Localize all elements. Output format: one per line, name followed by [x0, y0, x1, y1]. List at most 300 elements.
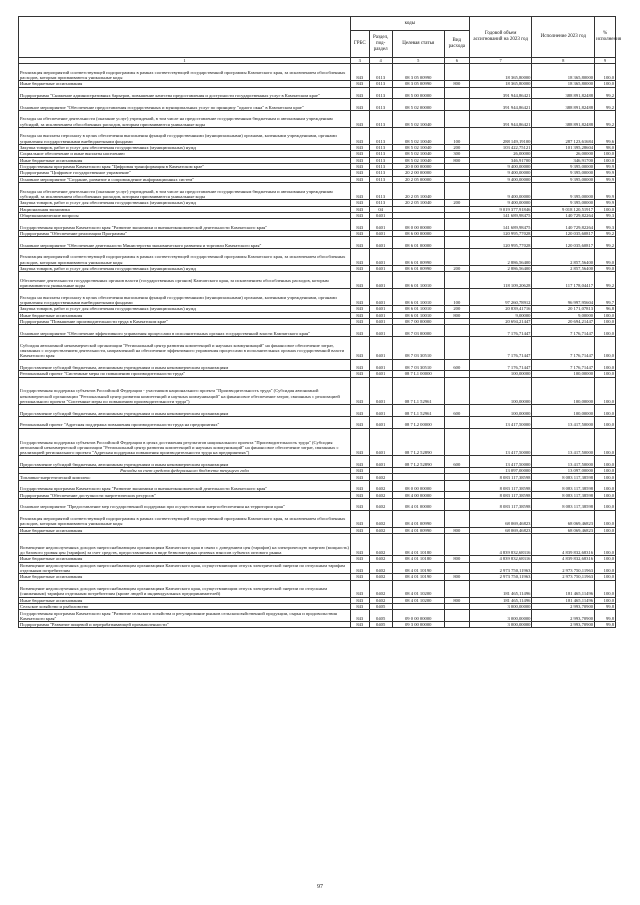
row-percent: 100,0: [595, 312, 616, 318]
row-name: Расходы на обеспечение деятельности (оказание услуг) учреждений, в том числе на предоставление государственным бюджетным и автономным учреждениям субсидий, за исключением обособленных расходов, которым присваиваются уникальные коды: [19, 110, 351, 127]
row-percent: 99,7: [595, 289, 616, 306]
row-grbs: 843: [350, 337, 369, 359]
row-percent: 99,0: [595, 248, 616, 265]
row-razdel: 0401: [369, 219, 392, 231]
row-fact: 96 997,95604: [532, 289, 595, 306]
row-grbs: 843: [350, 604, 369, 610]
row-fact: 18 365,80000: [532, 64, 595, 81]
row-target: 08 7 03 30510: [392, 337, 444, 359]
row-razdel: 0401: [369, 319, 392, 325]
row-target: 08 7 L1 00000: [392, 371, 444, 377]
table-row: [19, 64, 616, 81]
colnum-5: 5: [392, 58, 444, 64]
row-grbs: 843: [350, 574, 369, 580]
row-plan: 18 365,80000: [469, 81, 532, 87]
table-row: [19, 183, 616, 200]
colnum-7: 7: [469, 58, 532, 64]
row-fact: 2 973 750,11963: [532, 574, 595, 580]
row-fact: 20 171,07813: [532, 306, 595, 312]
row-vid: 200: [444, 265, 469, 271]
row-percent: 100,0: [595, 597, 616, 603]
row-fact: 9 395,00000: [532, 183, 595, 200]
row-percent: 100,0: [595, 562, 616, 574]
row-name: Реализация мероприятий соответствующей подпрограммы в рамках соответствующей государственной программы Камчатского края, за исключением обособленных расходов, которым присваиваются уникальные коды: [19, 248, 351, 265]
row-vid: [444, 64, 469, 81]
row-grbs: 843: [350, 371, 369, 377]
row-target: 08 6 01 10010: [392, 312, 444, 318]
row-target: 08 6 01 00990: [392, 265, 444, 271]
row-razdel: 0402: [369, 492, 392, 498]
row-target: 20 2 00 00000: [392, 170, 444, 176]
row-plan: 13 417,50000: [469, 416, 532, 428]
row-vid: [444, 272, 469, 289]
row-fact: 100,00000: [532, 377, 595, 405]
row-target: 20 0 00 00000: [392, 164, 444, 170]
row-plan: 9 400,00000: [469, 164, 532, 170]
row-razdel: 0401: [369, 306, 392, 312]
row-fact: 117 178,04417: [532, 272, 595, 289]
row-name: Подпрограмма "Обеспечение реализации Программы": [19, 230, 351, 236]
row-name: Возмещение недополученных доходов энергоснабжающим организациям Камчатского края, осуществляющим отпуск электрической энергии по отпускным (сниженным) тарифам отдельным потребителям (кроме людей и индивидуальных предпринимателей): [19, 580, 351, 597]
row-plan: 68 069,46823: [469, 527, 532, 533]
row-fact: 101 395,28604: [532, 145, 595, 151]
row-fact: 9 395,00000: [532, 176, 595, 182]
row-plan: 7 176,71447: [469, 359, 532, 371]
row-target: 08 6 01 00000: [392, 237, 444, 249]
row-plan: 26,00000: [469, 151, 532, 157]
row-percent: 100,0: [595, 325, 616, 337]
row-name: Региональный проект "Системные меры по повышению производительности труда": [19, 371, 351, 377]
row-fact: 68 069,46823: [532, 510, 595, 527]
row-fact: 388 891,82488: [532, 87, 595, 99]
table-row: [19, 562, 616, 574]
row-plan: 97 260,78912: [469, 289, 532, 306]
row-percent: 100,0: [595, 510, 616, 527]
row-target: 08 3 05 00990: [392, 64, 444, 81]
row-fact: 2 857,56400: [532, 248, 595, 265]
row-name: Национальная экономика: [19, 206, 351, 212]
table-row: [19, 480, 616, 492]
row-grbs: 843: [350, 272, 369, 289]
row-fact: 2 993,70900: [532, 604, 595, 610]
row-vid: [444, 533, 469, 555]
table-row: [19, 248, 616, 265]
row-grbs: 843: [350, 151, 369, 157]
row-razdel: 0113: [369, 110, 392, 127]
row-target: 08 5 02 10040: [392, 128, 444, 145]
row-grbs: 843: [350, 219, 369, 231]
row-target: 08 7 L1 52961: [392, 405, 444, 417]
row-plan: 3 000,00000: [469, 610, 532, 622]
row-plan: 18 365,80000: [469, 64, 532, 81]
row-fact: 8 083 117,38598: [532, 498, 595, 510]
row-percent: 98,0: [595, 145, 616, 151]
row-name: Реализация мероприятий соответствующей подпрограммы в рамках соответствующей государственной программы Камчатского края, за исключением обособленных расходов, которым присваиваются уникальные коды: [19, 64, 351, 81]
row-grbs: 843: [350, 212, 369, 218]
row-percent: 99,2: [595, 237, 616, 249]
row-name: Основное мероприятие "Обеспечение эффективного управления процессами в исполнительных органах государственной власти Камчатского края": [19, 325, 351, 337]
row-name: Основное мероприятие "Обеспечение предоставления государственных и муниципальных услуг по принципу "одного окна" в Камчатском крае": [19, 99, 351, 111]
row-fact: 9 018 120,51917: [532, 206, 595, 212]
row-vid: 800: [444, 312, 469, 318]
row-percent: 99,9: [595, 176, 616, 182]
table-row: [19, 359, 616, 371]
row-plan: 100,00000: [469, 371, 532, 377]
row-plan: 103 422,75121: [469, 145, 532, 151]
row-percent: 99,2: [595, 99, 616, 111]
row-percent: 100,0: [595, 468, 616, 474]
row-vid: 200: [444, 145, 469, 151]
row-razdel: 0401: [369, 377, 392, 405]
row-name: Социальное обеспечение и иные выплаты населению: [19, 151, 351, 157]
row-grbs: 843: [350, 81, 369, 87]
row-name: Иные бюджетные ассигнования: [19, 556, 351, 562]
row-target: 08 7 L2 00000: [392, 416, 444, 428]
row-fact: 20 694,21447: [532, 319, 595, 325]
row-percent: 99,2: [595, 87, 616, 99]
row-name: Общеэкономические вопросы: [19, 212, 351, 218]
row-plan: 13 417,50000: [469, 456, 532, 468]
row-vid: 800: [444, 81, 469, 87]
table-row: [19, 498, 616, 510]
row-percent: 99,9: [595, 200, 616, 206]
row-plan: 8 083 117,38598: [469, 474, 532, 480]
row-grbs: 843: [350, 248, 369, 265]
header-vid: Вид расхода: [444, 31, 469, 58]
row-percent: 99,0: [595, 265, 616, 271]
row-name: Закупка товаров, работ и услуг для обеспечения государственных (муниципальных) нужд: [19, 145, 351, 151]
row-plan: 9 400,00000: [469, 200, 532, 206]
row-target: 08 4 01 10180: [392, 533, 444, 555]
row-razdel: 0113: [369, 151, 392, 157]
table-row: [19, 337, 616, 359]
row-plan: 68 069,46823: [469, 510, 532, 527]
row-plan: 391 944,86421: [469, 110, 532, 127]
table-row: [19, 416, 616, 428]
row-plan: 9 400,00000: [469, 183, 532, 200]
row-razdel: 0402: [369, 498, 392, 510]
row-grbs: 843: [350, 405, 369, 417]
row-razdel: 0401: [369, 428, 392, 456]
row-percent: 99,9: [595, 183, 616, 200]
table-row: [19, 622, 616, 628]
row-grbs: 843: [350, 265, 369, 271]
table-row: [19, 289, 616, 306]
row-plan: 2 886,56400: [469, 248, 532, 265]
row-plan: 141 689,98475: [469, 219, 532, 231]
row-grbs: 843: [350, 456, 369, 468]
row-fact: 181 465,11496: [532, 597, 595, 603]
row-fact: 140 729,82264: [532, 212, 595, 218]
row-razdel: 0402: [369, 527, 392, 533]
row-name: Предоставление субсидий бюджетным, автономным учреждениям и иным некоммерческим организациям: [19, 456, 351, 468]
row-fact: 120 035,60817: [532, 230, 595, 236]
row-fact: 2 993,70900: [532, 622, 595, 628]
colnum-9: 9: [595, 58, 616, 64]
row-plan: 8 083 117,38598: [469, 498, 532, 510]
budget-table: [18, 16, 622, 628]
row-name: Иные бюджетные ассигнования: [19, 527, 351, 533]
row-fact: 8 083 117,38598: [532, 480, 595, 492]
table-row: [19, 405, 616, 417]
row-plan: 7 176,71447: [469, 325, 532, 337]
row-name: Государственная поддержка субъектов Российской Федерации в целях достижения результатов национального проекта "Производительность труда" (Субсидия автономной некоммерческой организации "Региональный центр развития компетенций и научных коммуникаций" на финансовое обеспечение затрат, связанных с реализацией регионального проекта "Адресная поддержка повышения производительности труда на предприятиях"): [19, 428, 351, 456]
row-razdel: 0113: [369, 81, 392, 87]
row-name: Государственная программа Камчатского края "Цифровая трансформация в Камчатском крае": [19, 164, 351, 170]
row-plan: 2 973 750,11963: [469, 562, 532, 574]
row-target: 08 6 01 10010: [392, 272, 444, 289]
row-razdel: 0402: [369, 474, 392, 480]
row-grbs: 843: [350, 556, 369, 562]
row-grbs: 843: [350, 170, 369, 176]
row-vid: [444, 416, 469, 428]
row-vid: [444, 562, 469, 574]
row-name: Реализация мероприятий соответствующей подпрограммы в рамках соответствующей государственной программы Камчатского края, за исключением обособленных расходов, которым присваиваются уникальные коды: [19, 510, 351, 527]
row-grbs: 843: [350, 480, 369, 492]
row-plan: 9 400,00000: [469, 170, 532, 176]
row-grbs: 843: [350, 99, 369, 111]
row-fact: 8 083 117,38598: [532, 492, 595, 498]
row-target: 08 4 01 10190: [392, 562, 444, 574]
row-target: 08 4 01 10190: [392, 574, 444, 580]
row-razdel: 0402: [369, 533, 392, 555]
table-row: [19, 377, 616, 405]
row-percent: 100,0: [595, 416, 616, 428]
row-percent: 100,0: [595, 428, 616, 456]
row-grbs: 843: [350, 183, 369, 200]
row-fact: 26,00000: [532, 151, 595, 157]
row-fact: 9 395,00000: [532, 164, 595, 170]
row-plan: 8 083 117,38598: [469, 492, 532, 498]
row-target: 08 6 00 00000: [392, 230, 444, 236]
row-vid: 600: [444, 359, 469, 371]
row-fact: 9,00000: [532, 312, 595, 318]
row-grbs: 843: [350, 289, 369, 306]
row-plan: 9 400,00000: [469, 176, 532, 182]
row-fact: 4 839 832,68316: [532, 556, 595, 562]
row-plan: 391 944,86421: [469, 87, 532, 99]
row-razdel: 0401: [369, 212, 392, 218]
table-row: [19, 456, 616, 468]
row-razdel: 0113: [369, 164, 392, 170]
row-fact: 346,91700: [532, 157, 595, 163]
row-vid: [444, 498, 469, 510]
row-grbs: 843: [350, 416, 369, 428]
row-percent: 100,0: [595, 456, 616, 468]
row-plan: 120 995,77028: [469, 237, 532, 249]
row-fact: 287 123,61684: [532, 128, 595, 145]
row-percent: 100,0: [595, 206, 616, 212]
row-razdel: 04: [369, 206, 392, 212]
row-name: Возмещение недополученных доходов энергоснабжающим организациям Камчатского края в связи с доведением цен (тарифов) на электрическую энергию (мощность) до базового уровня цен (тарифов) за счет средств, предоставляемых в виде безвозмездных целевых взносов субъекта оптового рынка: [19, 533, 351, 555]
row-vid: [444, 337, 469, 359]
row-percent: 100,0: [595, 574, 616, 580]
row-plan: 3 000,00000: [469, 604, 532, 610]
header-percent: % исполнения: [595, 17, 616, 58]
row-percent: 100,0: [595, 319, 616, 325]
row-name: Подпрограмма "Повышение производительности труда в Камчатском крае": [19, 319, 351, 325]
row-target: 08 5 02 10040: [392, 151, 444, 157]
row-vid: [444, 510, 469, 527]
row-percent: 100,0: [595, 377, 616, 405]
row-target: 08 6 01 00990: [392, 248, 444, 265]
table-row: [19, 272, 616, 289]
row-razdel: 0401: [369, 416, 392, 428]
document-page: [18, 16, 622, 628]
row-name: Региональный проект "Адресная поддержка повышения производительности труда на предприятиях": [19, 416, 351, 428]
row-plan: 288 149,19100: [469, 128, 532, 145]
row-plan: 181 465,11496: [469, 580, 532, 597]
row-percent: 99,2: [595, 230, 616, 236]
row-name: Иные бюджетные ассигнования: [19, 312, 351, 318]
row-fact: 100,00000: [532, 405, 595, 417]
row-razdel: 0113: [369, 99, 392, 111]
row-name: Возмещение недополученных доходов энергоснабжающим организациям Камчатского края, осуществляющим отпуск электрической энергии по отпускным тарифам отдельным потребителям: [19, 562, 351, 574]
row-razdel: 0402: [369, 597, 392, 603]
row-grbs: 843: [350, 377, 369, 405]
row-grbs: 843: [350, 319, 369, 325]
row-grbs: 843: [350, 306, 369, 312]
row-percent: 100,0: [595, 81, 616, 87]
row-vid: 800: [444, 574, 469, 580]
row-name: Подпрограмма "Обеспечение доступности энергетических ресурсов": [19, 492, 351, 498]
row-razdel: 0401: [369, 325, 392, 337]
row-target: 08 4 01 00990: [392, 510, 444, 527]
row-razdel: 0113: [369, 157, 392, 163]
row-grbs: 843: [350, 176, 369, 182]
row-razdel: 0405: [369, 622, 392, 628]
row-razdel: 0401: [369, 312, 392, 318]
row-name: Субсидия автономной некоммерческой организации "Региональный центр развития компетенций и научных коммуникаций" на финансовое обеспечение затрат, связанных с осуществлением деятельности, направленной на обеспечение эффективного управления процессами в исполнительных органах государственной власти Камчатского края: [19, 337, 351, 359]
row-plan: 346,91700: [469, 157, 532, 163]
row-grbs: 843: [350, 492, 369, 498]
row-vid: [444, 622, 469, 628]
table-row: [19, 237, 616, 249]
row-target: 08 7 03 00000: [392, 325, 444, 337]
row-target: 08 3 05 00990: [392, 81, 444, 87]
row-fact: 120 035,60817: [532, 237, 595, 249]
row-vid: 800: [444, 597, 469, 603]
colnum-4: 4: [369, 58, 392, 64]
row-fact: 7 176,71447: [532, 325, 595, 337]
row-fact: 13 097,00000: [532, 468, 595, 474]
row-razdel: 0401: [369, 265, 392, 271]
row-percent: 100,0: [595, 556, 616, 562]
row-percent: 99,8: [595, 610, 616, 622]
row-name: Иные бюджетные ассигнования: [19, 574, 351, 580]
header-grbs: ГРБС: [350, 31, 369, 58]
row-grbs: 843: [350, 622, 369, 628]
row-target: 09 3 00 00000: [392, 622, 444, 628]
row-grbs: 843: [350, 164, 369, 170]
row-name: Закупка товаров, работ и услуг для обеспечения государственных (муниципальных) нужд: [19, 265, 351, 271]
row-vid: [444, 219, 469, 231]
row-name: Закупка товаров, работ и услуг для обеспечения государственных (муниципальных) нужд: [19, 200, 351, 206]
row-plan: 8 083 117,38598: [469, 480, 532, 492]
row-grbs: 843: [350, 580, 369, 597]
row-grbs: 843: [350, 562, 369, 574]
row-vid: [444, 248, 469, 265]
row-percent: 99,2: [595, 272, 616, 289]
row-name: Государственная программа Камчатского края "Развитие экономики и внешнеэкономической деятельности Камчатского края": [19, 480, 351, 492]
row-grbs: 843: [350, 110, 369, 127]
row-name: Топливно-энергетический комплекс: [19, 474, 351, 480]
row-grbs: 843: [350, 533, 369, 555]
table-row: [19, 99, 616, 111]
row-grbs: 843: [350, 312, 369, 318]
table-row: [19, 510, 616, 527]
row-razdel: 0402: [369, 580, 392, 597]
header-name: [19, 17, 351, 58]
row-grbs: 843: [350, 157, 369, 163]
row-plan: 9 019 377,91846: [469, 206, 532, 212]
row-plan: 2 973 750,11963: [469, 574, 532, 580]
row-target: 08 5 00 00000: [392, 87, 444, 99]
colnum-8: 8: [532, 58, 595, 64]
colnum-3: 3: [350, 58, 369, 64]
row-percent: 99,9: [595, 170, 616, 176]
row-grbs: 843: [350, 498, 369, 510]
row-vid: 200: [444, 306, 469, 312]
row-target: 08 5 02 10040: [392, 110, 444, 127]
row-target: 08 4 01 00000: [392, 498, 444, 510]
row-fact: 388 891,82488: [532, 99, 595, 111]
row-name: Иные бюджетные ассигнования: [19, 597, 351, 603]
table-row: [19, 87, 616, 99]
row-vid: 800: [444, 556, 469, 562]
row-plan: 100,00000: [469, 377, 532, 405]
row-fact: 2 993,70900: [532, 610, 595, 622]
row-percent: 96,8: [595, 306, 616, 312]
row-target: 08 4 01 10200: [392, 597, 444, 603]
row-plan: 13 097,00000: [469, 468, 532, 474]
row-name: Иные бюджетные ассигнования: [19, 157, 351, 163]
row-fact: 2 857,56400: [532, 265, 595, 271]
row-target: 08 7 L2 52890: [392, 428, 444, 456]
row-vid: [444, 580, 469, 597]
row-grbs: 843: [350, 64, 369, 81]
row-target: 08 5 02 00000: [392, 99, 444, 111]
row-vid: [444, 610, 469, 622]
row-fact: 68 069,46823: [532, 527, 595, 533]
row-percent: 100,0: [595, 157, 616, 163]
row-plan: 181 465,11496: [469, 597, 532, 603]
table-row: [19, 110, 616, 127]
row-grbs: 843: [350, 206, 369, 212]
row-percent: 99,6: [595, 128, 616, 145]
row-razdel: 0405: [369, 604, 392, 610]
row-percent: 99,8: [595, 604, 616, 610]
row-name: Закупка товаров, работ и услуг для обеспечения государственных (муниципальных) нужд: [19, 306, 351, 312]
table-row: [19, 610, 616, 622]
row-grbs: 843: [350, 610, 369, 622]
row-vid: [444, 428, 469, 456]
row-name: Подпрограмма "Цифровое государственное управление": [19, 170, 351, 176]
row-target: 20 2 05 00000: [392, 176, 444, 182]
row-target: 08 7 00 00000: [392, 319, 444, 325]
row-razdel: 0113: [369, 170, 392, 176]
row-percent: 100,0: [595, 533, 616, 555]
header-celevaya: Целевая статья: [392, 31, 444, 58]
row-percent: 100,0: [595, 480, 616, 492]
row-target: 08 7 03 30510: [392, 359, 444, 371]
row-percent: 99,8: [595, 622, 616, 628]
row-name: Расходы за счет средств федерального бюджета текущего года: [19, 468, 351, 474]
colnum-6: 6: [444, 58, 469, 64]
table-row: [19, 533, 616, 555]
row-name: Иные бюджетные ассигнования: [19, 81, 351, 87]
row-fact: 9 395,00000: [532, 170, 595, 176]
